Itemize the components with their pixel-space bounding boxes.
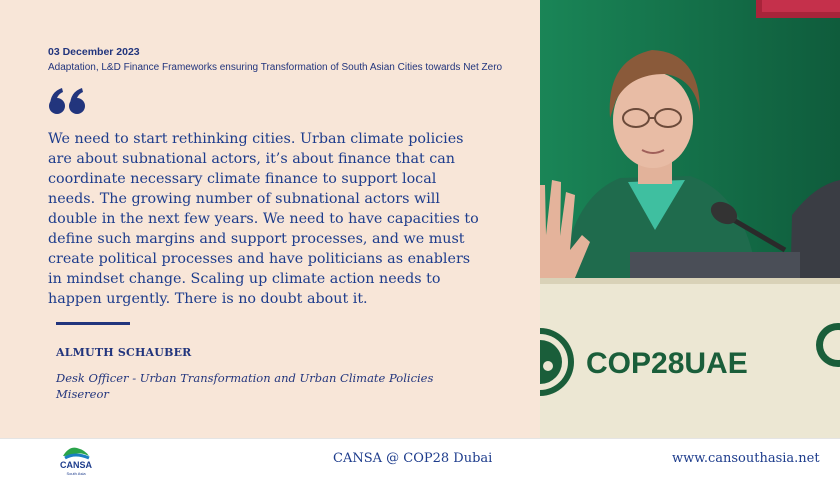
- event-date: 03 December 2023: [48, 46, 140, 58]
- quote-line: create political processes and have politicians as enablers: [48, 251, 471, 267]
- quote-line: coordinate necessary climate finance to support local: [48, 171, 437, 187]
- quote-text: [48, 129, 488, 309]
- podium-label: COP28UAE: [586, 347, 748, 380]
- session-title: Adaptation, L&D Finance Frameworks ensuring Transformation of South Asian Cities towards Net Zero: [48, 62, 503, 73]
- quote-line: We need to start rethinking cities. Urban climate policies: [48, 131, 464, 147]
- cansa-logo-text: CANSA: [59, 460, 93, 470]
- cansa-logo-subtext: South Asia: [66, 471, 86, 476]
- quote-line: needs. The growing number of subnational actors will: [48, 191, 440, 207]
- divider: [56, 322, 130, 325]
- footer-event-label: CANSA @ COP28 Dubai: [333, 451, 493, 466]
- website-link[interactable]: www.cansouthasia.net: [672, 451, 820, 466]
- quote-line: are about subnational actors, it’s about finance that can: [48, 151, 456, 167]
- quote-line: happen urgently. There is no doubt about it.: [48, 291, 368, 307]
- speaker-role: Desk Officer - Urban Transformation and Urban Climate Policies: [56, 371, 434, 385]
- quote-line: in mindset change. Scaling up climate action needs to: [48, 271, 441, 287]
- quote-line: double in the next few years. We need to have capacities to: [48, 211, 479, 227]
- cansa-logo: [55, 442, 97, 476]
- quote-line: define such margins and support processes, and we must: [48, 231, 465, 247]
- quote-mark-icon: [48, 84, 88, 120]
- speaker-details: [56, 370, 433, 402]
- speaker-name: ALMUTH SCHAUBER: [56, 346, 192, 359]
- speaker-organization: Misereor: [56, 387, 109, 401]
